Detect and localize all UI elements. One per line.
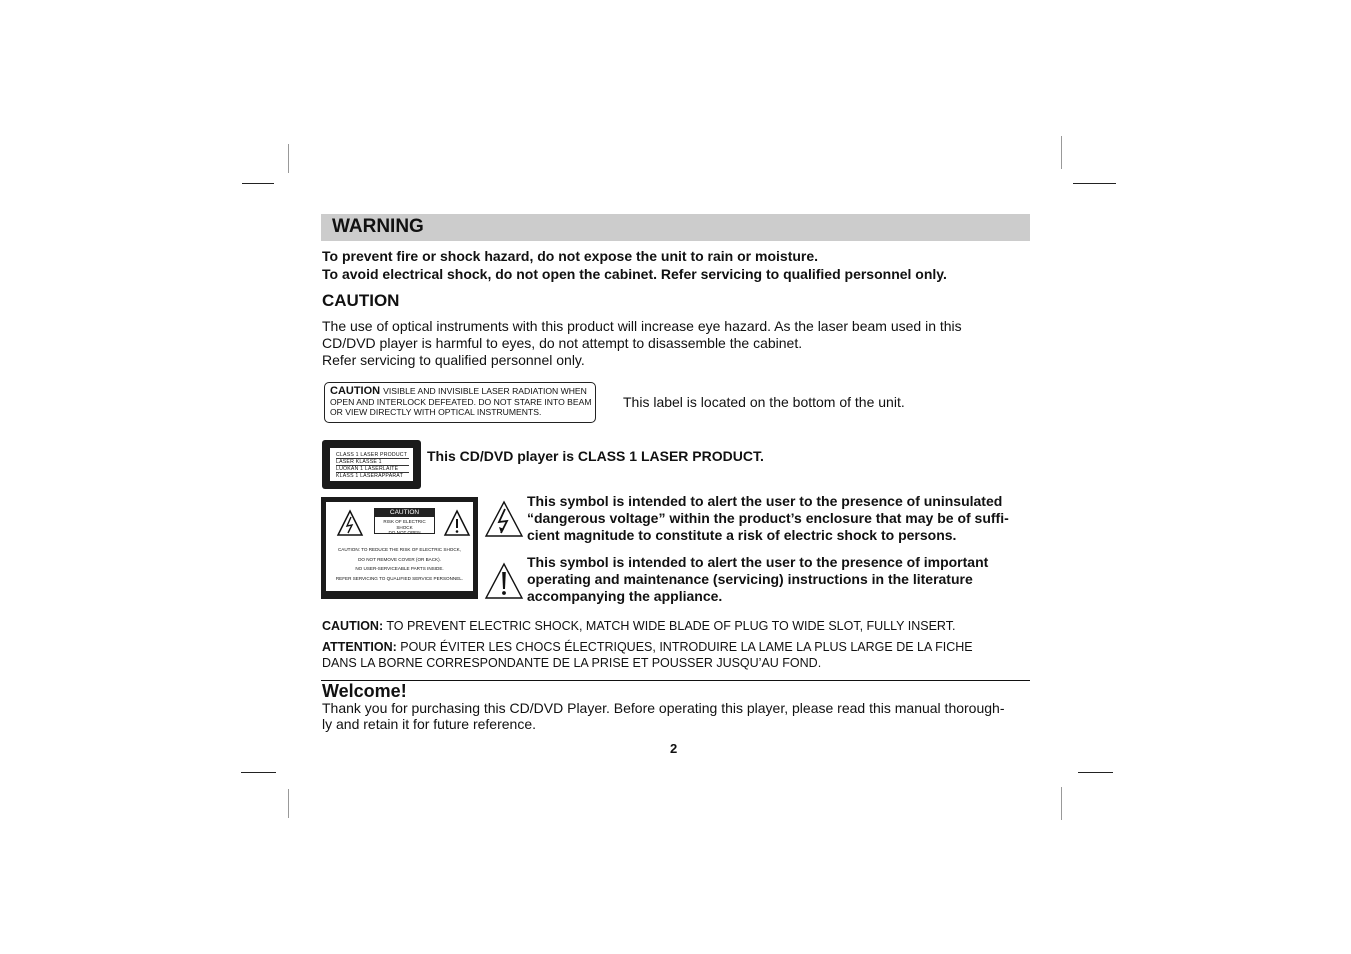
plug-attention-text-line-1: POUR ÉVITER LES CHOCS ÉLECTRIQUES, INTRODUIRE LA LAME LA PLUS LARGE DE LA FICHE	[396, 640, 973, 654]
voltage-symbol-line-2: “dangerous voltage” within the product’s enclosure that may be of suffi-	[527, 510, 1009, 526]
warning-line-1: To prevent fire or shock hazard, do not expose the unit to rain or moisture.	[322, 248, 819, 264]
exclamation-triangle-icon	[443, 509, 471, 537]
label-line-3: OR VIEW DIRECTLY WITH OPTICAL INSTRUMENTS.	[330, 407, 542, 417]
warning-header-bar	[321, 214, 1030, 241]
shock-bottom-line: NO USER-SERVICEABLE PARTS INSIDE.	[355, 566, 444, 571]
crop-mark	[1078, 772, 1113, 773]
crop-mark	[1073, 183, 1116, 184]
section-divider	[321, 680, 1030, 681]
welcome-line-2: ly and retain it for future reference.	[322, 716, 536, 732]
shock-caption-line-2: DO NOT OPEN	[388, 530, 421, 535]
class1-laser-label	[322, 440, 421, 489]
exclamation-symbol-line-3: accompanying the appliance.	[527, 588, 723, 604]
label-location-note: This label is located on the bottom of the unit.	[623, 394, 905, 410]
crop-mark	[1061, 136, 1062, 169]
class1-label-line: KLASS 1 LASERAPPARAT	[336, 473, 403, 479]
voltage-symbol-line-3: cient magnitude to constitute a risk of electric shock to persons.	[527, 527, 957, 543]
plug-caution-text: TO PREVENT ELECTRIC SHOCK, MATCH WIDE BLADE OF PLUG TO WIDE SLOT, FULLY INSERT.	[383, 619, 956, 633]
shock-caption-line-1: RISK OF ELECTRIC SHOCK	[383, 519, 426, 530]
crop-mark	[1061, 787, 1062, 820]
warning-title: WARNING	[332, 216, 424, 237]
label-line-2: OPEN AND INTERLOCK DEFEATED. DO NOT STARE INTO BEAM	[330, 396, 592, 407]
label-line-1: VISIBLE AND INVISIBLE LASER RADIATION WHEN	[383, 386, 587, 396]
caution-paragraph-line-2: CD/DVD player is harmful to eyes, do not attempt to disassemble the cabinet.	[322, 335, 803, 351]
exclamation-triangle-icon	[484, 562, 524, 600]
crop-mark	[288, 789, 289, 818]
welcome-line-1: Thank you for purchasing this CD/DVD Player. Before operating this player, please read this manual thorough-	[322, 700, 1005, 716]
label-caution-word: CAUTION	[330, 385, 381, 397]
welcome-heading: Welcome!	[322, 681, 407, 701]
shock-bottom-line: DO NOT REMOVE COVER (OR BACK).	[358, 556, 441, 562]
lightning-triangle-icon	[336, 509, 364, 537]
exclamation-symbol-line-1: This symbol is intended to alert the user to the presence of important	[527, 554, 989, 570]
exclamation-symbol-line-2: operating and maintenance (servicing) instructions in the literature	[527, 571, 973, 587]
class1-label-line: LUOKAN 1 LASERLAITE	[336, 466, 409, 473]
shock-label-bottom	[326, 540, 473, 591]
shock-hazard-label	[321, 497, 478, 599]
plug-attention-text-line-2: DANS LA BORNE CORRESPONDANTE DE LA PRISE ET POUSSER JUSQU’AU FOND.	[322, 656, 822, 670]
warning-line-2: To avoid electrical shock, do not open the cabinet. Refer servicing to qualified personnel only.	[322, 266, 947, 282]
voltage-symbol-line-1: This symbol is intended to alert the user to the presence of uninsulated	[527, 493, 1003, 509]
shock-bottom-line: REFER SERVICING TO QUALIFIED SERVICE PERSONNEL.	[335, 575, 464, 581]
plug-attention	[322, 639, 973, 656]
crop-mark	[288, 144, 289, 173]
shock-caption-head: CAUTION	[375, 509, 434, 517]
caution-paragraph-line-3: Refer servicing to qualified personnel only.	[322, 352, 585, 368]
plug-caution-label: CAUTION:	[322, 619, 384, 633]
caution-heading: CAUTION	[322, 291, 400, 310]
class1-label-line: CLASS 1 LASER PRODUCT	[336, 452, 408, 458]
page-number: 2	[670, 741, 678, 756]
crop-mark	[242, 183, 274, 184]
class1-statement: This CD/DVD player is CLASS 1 LASER PRODUCT.	[427, 448, 764, 464]
shock-caption	[374, 508, 435, 534]
plug-attention-label: ATTENTION:	[322, 640, 397, 654]
laser-radiation-label	[324, 382, 596, 423]
caution-paragraph-line-1: The use of optical instruments with this product will increase eye hazard. As the laser beam used in this	[322, 318, 962, 334]
plug-caution	[322, 618, 955, 635]
shock-bottom-line: CAUTION: TO REDUCE THE RISK OF ELECTRIC SHOCK,	[337, 547, 462, 552]
class1-label-line: LASER KLASSE 1	[336, 459, 409, 466]
lightning-triangle-icon	[484, 500, 524, 538]
crop-mark	[241, 772, 276, 773]
